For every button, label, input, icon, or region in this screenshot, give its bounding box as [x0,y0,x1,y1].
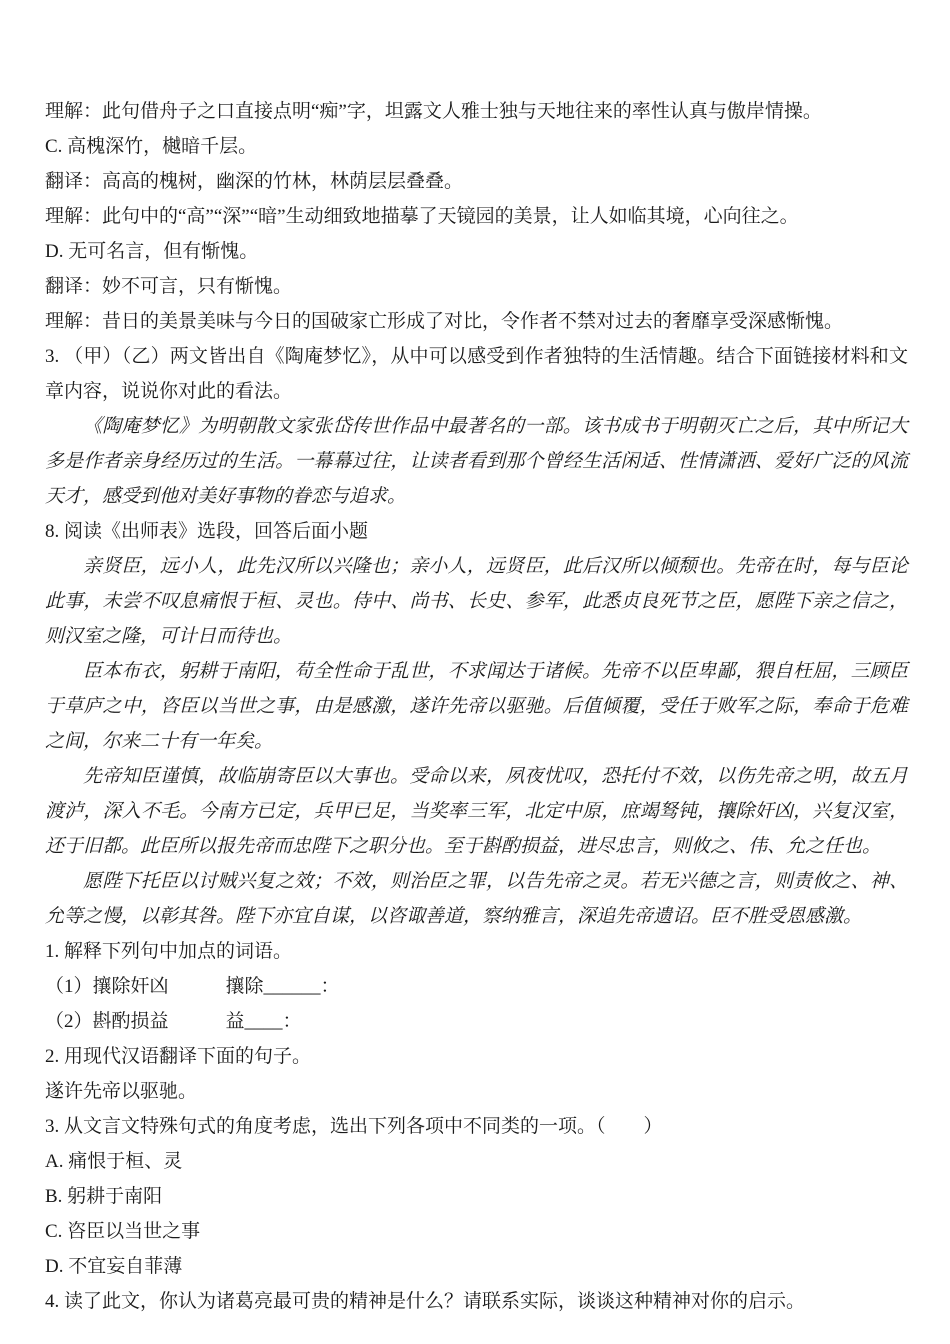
subquestion-3-option-a: A. 痛恨于桓、灵 [45,1151,183,1172]
translation-c-line: 翻译：高高的槐树，幽深的竹林，林荫层层叠叠。 [45,171,464,192]
translation-d-line: 翻译：妙不可言，只有惭愧。 [45,276,293,297]
subquestion-4-prompt: 4. 读了此文，你认为诸葛亮最可贵的精神是什么？请联系实际，谈谈这种精神对你的启示。 [45,1291,806,1312]
subquestion-1-prompt: 1. 解释下列句中加点的词语。 [45,941,293,962]
understanding-note-b: 理解：此句借舟子之口直接点明“痴”字，坦露文人雅士独与天地往来的率性认真与傲岸情操。 [45,101,822,122]
option-c-line: C. 高槐深竹，樾暗千层。 [45,136,258,157]
passage-paragraph-2: 臣本布衣，躬耕于南阳，苟全性命于乱世，不求闻达于诸候。先帝不以臣卑鄙，猥自枉屈，三顾臣于草庐之中，咨臣以当世之事，由是感激，遂许先帝以驱驰。后值倾覆，受任于败军之际，奉命于危难之间，尔来二十有一年矣。 [45,660,908,752]
subquestion-3-option-d: D. 不宜妄自菲薄 [45,1256,183,1277]
option-d-line: D. 无可名言，但有惭愧。 [45,241,259,262]
link-material-paragraph: 《陶庵梦忆》为明朝散文家张岱传世作品中最著名的一部。该书成书于明朝灭亡之后，其中所记大多是作者亲身经历过的生活。一幕幕过往，让读者看到那个曾经生活闲适、性情潇洒、爱好广泛的风流天才，感受到他对美好事物的眷恋与追求。 [45,415,908,507]
passage-paragraph-3: 先帝知臣谨慎，故临崩寄臣以大事也。受命以来，夙夜忧叹，恐托付不效，以伤先帝之明，故五月渡泸，深入不毛。今南方已定，兵甲已足，当奖率三军，北定中原，庶竭驽钝，攘除奸凶，兴复汉室，还于旧都。此臣所以报先帝而忠陛下之职分也。至于斟酌损益，进尽忠言，则攸之、伟、允之任也。 [45,765,908,857]
subquestion-2-sentence: 遂许先帝以驱驰。 [45,1081,198,1102]
subquestion-3-option-b: B. 躬耕于南阳 [45,1186,163,1207]
passage-paragraph-4: 愿陛下托臣以讨贼兴复之效；不效，则治臣之罪，以告先帝之灵。若无兴德之言，则责攸之、神、允等之慢，以彰其咎。陛下亦宜自谋，以咨诹善道，察纳雅言，深追先帝遗诏。臣不胜受恩感激。 [45,870,908,927]
section-8-heading: 8. 阅读《出师表》选段，回答后面小题 [45,521,369,542]
understanding-c-line: 理解：此句中的“高”“深”“暗”生动细致地描摹了天镜园的美景，让人如临其境，心向往之。 [45,206,799,227]
subquestion-3-prompt: 3. 从文言文特殊句式的角度考虑，选出下列各项中不同类的一项。（ ） [45,1116,663,1137]
question-3-prompt: 3. （甲）（乙）两文皆出自《陶庵梦忆》，从中可以感受到作者独特的生活情趣。结合下面链接材料和文章内容，说说你对此的看法。 [45,346,908,402]
subquestion-1-item-1: （1）攘除奸凶 攘除______： [45,976,340,997]
passage-paragraph-1: 亲贤臣，远小人，此先汉所以兴隆也；亲小人，远贤臣，此后汉所以倾颓也。先帝在时，每与臣论此事，未尝不叹息痛恨于桓、灵也。侍中、尚书、长史、参军，此悉贞良死节之臣，愿陛下亲之信之，则汉室之隆，可计日而待也。 [45,555,908,647]
subquestion-3-option-c: C. 咨臣以当世之事 [45,1221,201,1242]
subquestion-2-prompt: 2. 用现代汉语翻译下面的句子。 [45,1046,312,1067]
subquestion-1-item-2: （2）斟酌损益 益____： [45,1011,302,1032]
understanding-d-line: 理解：昔日的美景美味与今日的国破家亡形成了对比，令作者不禁对过去的奢靡享受深感惭愧。 [45,311,844,332]
